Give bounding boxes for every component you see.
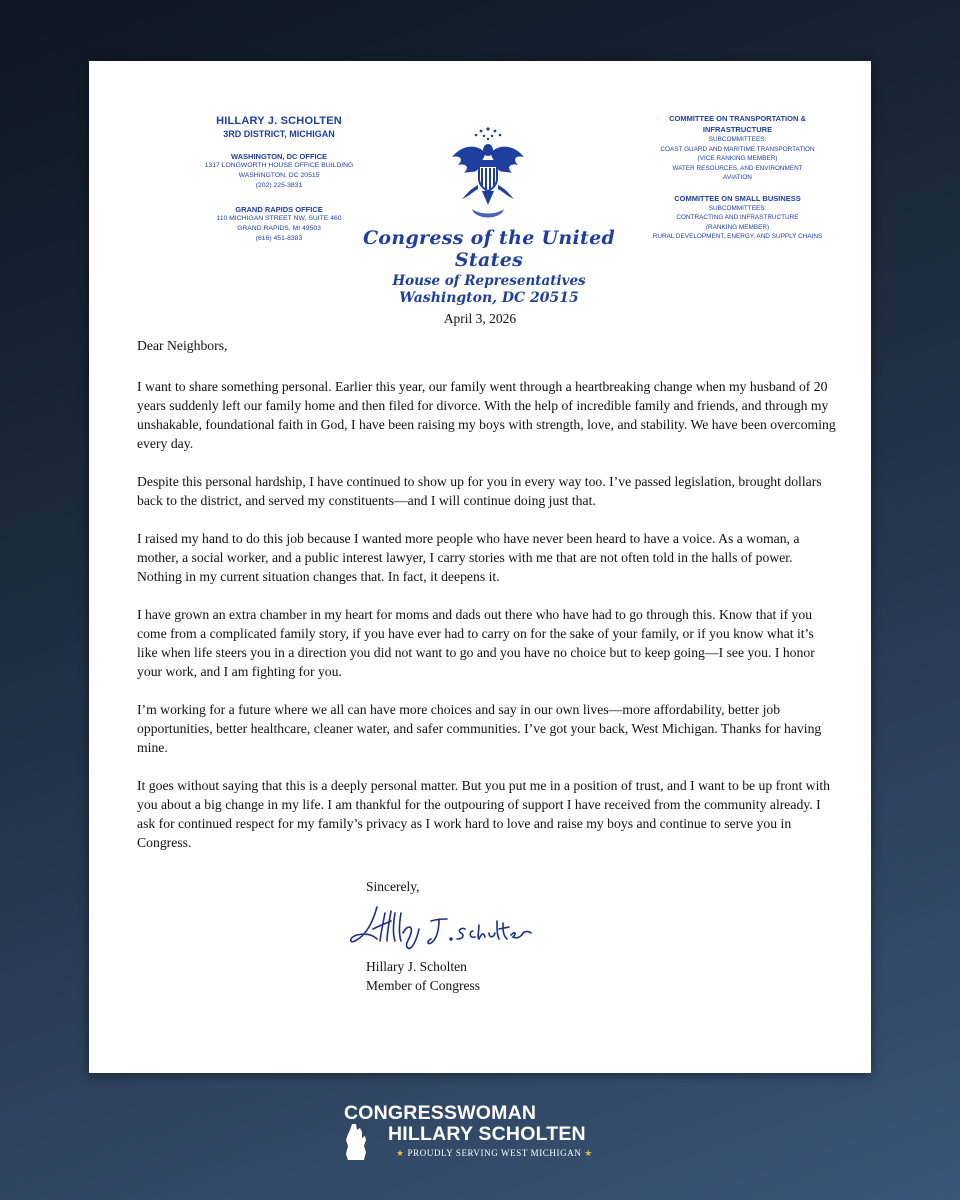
paragraph: It goes without saying that this is a deeply personal matter. But you put me in a position of trust, and I want to be up front with you about a big change in my life. I am thankful for the outpouring of support I have received from the community already. I ask for continued respect for my family’s privacy as I work hard to love and raise my boys and continue to serve you in Congress. bbox=[137, 778, 831, 850]
committee-info bbox=[635, 113, 840, 242]
subcommittee-2a: CONTRACTING AND INFRASTRUCTURE bbox=[676, 214, 799, 221]
congress-title: Congress of the United States bbox=[362, 227, 616, 271]
letter-page bbox=[89, 61, 871, 1073]
signer-title: Member of Congress bbox=[366, 978, 480, 993]
subcommittee-1c: WATER RESOURCES, AND ENVIRONMENT bbox=[672, 164, 803, 172]
gr-address-1: 110 MICHIGAN STREET NW, SUITE 460 bbox=[216, 215, 342, 222]
house-city: Washington, DC 20515 bbox=[399, 290, 579, 306]
gr-office-title: GRAND RAPIDS OFFICE bbox=[235, 205, 323, 214]
footer-logo bbox=[330, 1098, 630, 1168]
subcommittees-label-2: SUBCOMMITTEES: bbox=[708, 204, 767, 212]
dc-address-2: WASHINGTON, DC 20515 bbox=[238, 172, 320, 179]
subcommittee-2b: (RANKING MEMBER) bbox=[705, 223, 770, 231]
letter-body bbox=[137, 336, 837, 871]
subcommittees-label-1: SUBCOMMITTEES: bbox=[708, 136, 767, 143]
signer-name: Hillary J. Scholten bbox=[366, 959, 467, 974]
paragraph: Despite this personal hardship, I have continued to show up for you in every way too. I’ve passed legislation, brought dollars back to the district, and served my constituents—and I will continue doing just that. bbox=[137, 474, 822, 508]
closing: Sincerely, bbox=[366, 879, 420, 894]
subcommittee-1b: (VICE RANKING MEMBER) bbox=[697, 155, 778, 162]
signature bbox=[347, 899, 537, 954]
dc-office-title: WASHINGTON, DC OFFICE bbox=[230, 152, 328, 161]
paragraph: I raised my hand to do this job because I wanted more people who have never been heard to have a voice. As a woman, a mother, a social worker, and a public interest lawyer, I carry stories with me that are not often told in the halls of power. Nothing in my current situation changes that. In fact, it deepens it. bbox=[137, 531, 800, 584]
office-info bbox=[179, 115, 379, 244]
footer-line-1: CONGRESSWOMAN bbox=[344, 1102, 537, 1124]
paragraph: I’m working for a future where we all can have more choices and say in our own lives—more affordability, better job opportunities, better healthcare, cleaner water, and safer communities. I’ve got your back, West Michigan. Thanks for having mine. bbox=[137, 702, 822, 755]
gr-phone: (616) 451-8383 bbox=[255, 235, 303, 242]
signer-block bbox=[366, 957, 480, 995]
salutation: Dear Neighbors, bbox=[137, 338, 228, 353]
house-title: House of Representatives bbox=[392, 273, 586, 289]
member-name: HILLARY J. SCHOLTEN bbox=[216, 115, 342, 127]
footer-tagline: PROUDLY SERVING WEST MICHIGAN bbox=[407, 1148, 582, 1158]
committee-1: COMMITTEE ON TRANSPORTATION & bbox=[669, 114, 806, 123]
subcommittee-1d: AVIATION bbox=[723, 174, 752, 181]
star-icon: ★ bbox=[396, 1148, 405, 1158]
paragraph: I have grown an extra chamber in my heart for moms and dads out there who have had to go through this. Know that if you come from a complicated family story, if you have ever had to carry on for the sake of your family, or if you know what it’s like when life steers you in a direction you did not want to go and you have no choice but to keep going—I see you. I honor your work, and I am fighting for you. bbox=[137, 607, 815, 679]
subcommittee-2c: RURAL DEVELOPMENT, ENERGY, AND SUPPLY CHAINS bbox=[652, 233, 823, 240]
member-district: 3RD DISTRICT, MICHIGAN bbox=[223, 129, 335, 139]
footer-line-2: HILLARY SCHOLTEN bbox=[388, 1123, 586, 1145]
eagle-seal-icon bbox=[448, 123, 528, 223]
committee-2: COMMITTEE ON SMALL BUSINESS bbox=[674, 193, 801, 203]
star-icon: ★ bbox=[584, 1148, 593, 1158]
dc-phone: (202) 225-3831 bbox=[255, 182, 303, 189]
footer-tagline-row bbox=[396, 1148, 593, 1159]
committee-1b: INFRASTRUCTURE bbox=[702, 125, 773, 134]
congress-header bbox=[329, 227, 649, 306]
michigan-map-icon bbox=[342, 1120, 374, 1164]
letter-date: April 3, 2026 bbox=[443, 311, 517, 326]
dc-address-1: 1317 LONGWORTH HOUSE OFFICE BUILDING bbox=[204, 162, 354, 169]
paragraph: I want to share something personal. Earlier this year, our family went through a heartbreaking change when my husband of 20 years suddenly left our family home and then filed for divorce. With the help of incredible family and friends, and through my unshakable, foundational faith in God, I have been raising my boys with strength, love, and stability. We have been overcoming every day. bbox=[137, 379, 836, 451]
gr-address-2: GRAND RAPIDS, MI 49503 bbox=[237, 225, 321, 232]
subcommittee-1a: COAST GUARD AND MARITIME TRANSPORTATION bbox=[660, 145, 815, 153]
